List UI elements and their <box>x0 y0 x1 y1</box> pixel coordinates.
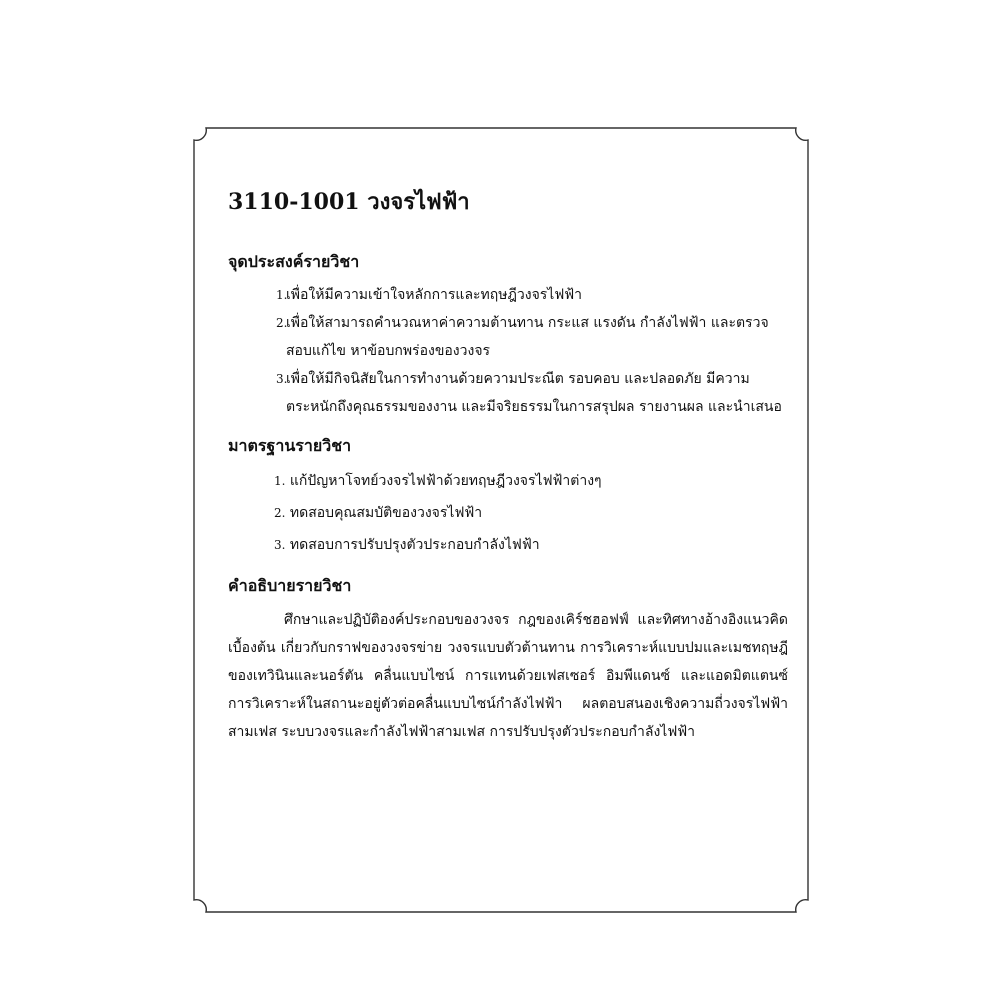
standard-text: แก้ปัญหาโจทย์วงจรไฟฟ้าด้วยทฤษฎีวงจรไฟฟ้าต่างๆ <box>289 473 602 490</box>
objective-text: เพื่อให้มีกิจนิสัยในการทำงานด้วยความประณีต รอบคอบ และปลอดภัย มีความตระหนักถึงคุณธรรมของงาน และมีจริยธรรมในการสรุปผล รายงานผล และนำเสนอ <box>286 370 782 415</box>
description-section <box>228 575 788 745</box>
objectives-list <box>228 281 788 421</box>
standard-item <box>228 465 788 497</box>
objective-text: เพื่อให้สามารถคำนวณหาค่าความต้านทาน กระแส แรงดัน กำลังไฟฟ้า และตรวจสอบแก้ไข หาข้อบกพร่องของวงจร <box>286 314 769 359</box>
standard-text: ทดสอบการปรับปรุงตัวประกอบกำลังไฟฟ้า <box>289 537 540 554</box>
objectives-section <box>228 251 788 421</box>
objective-number: 3. <box>276 371 288 386</box>
course-title: 3110-1001 วงจรไฟฟ้า <box>228 189 470 215</box>
objective-item <box>228 281 788 309</box>
description-text: ศึกษาและปฏิบัติองค์ประกอบของวงจร กฎของเคิร์ชฮอฟฟ์ และทิศทางอ้างอิงแนวคิดเบื้องต้น เกี่ยวกับกราฟของวงจรข่าย วงจรแบบตัวต้านทาน การวิเคราะห์แบบปมและเมชทฤษฎีของเทวินินและนอร์ตัน คลื่นแบบไซน์ การแทนด้วยเฟสเซอร์ อิมพีแดนซ์ และแอดมิตแตนซ์ การวิเคราะห์ในสถานะอยู่ตัวต่อคลื่นแบบไซน์กำลังไฟฟ้า ผลตอบสนองเชิงความถี่วงจรไฟฟ้าสามเฟส ระบบวงจรและกำลังไฟฟ้าสามเฟส การปรับปรุงตัวประกอบกำลังไฟฟ้า <box>228 611 788 740</box>
objectives-heading: จุดประสงค์รายวิชา <box>228 251 360 271</box>
standard-number: 3. <box>274 538 286 553</box>
standard-item <box>228 529 788 561</box>
objective-number: 1. <box>276 287 288 302</box>
standards-heading: มาตรฐานรายวิชา <box>228 435 352 455</box>
standards-list <box>228 465 788 561</box>
standard-number: 1. <box>274 474 286 489</box>
description-heading: คำอธิบายรายวิชา <box>228 576 352 596</box>
objective-text: เพื่อให้มีความเข้าใจหลักการและทฤษฎีวงจรไฟฟ้า <box>286 286 583 303</box>
standard-item <box>228 497 788 529</box>
course-document <box>228 188 788 788</box>
objective-item <box>228 309 788 365</box>
objective-item <box>228 365 788 421</box>
standard-number: 2. <box>274 506 286 521</box>
standards-section <box>228 435 788 561</box>
objective-number: 2. <box>276 315 288 330</box>
standard-text: ทดสอบคุณสมบัติของวงจรไฟฟ้า <box>289 505 483 522</box>
